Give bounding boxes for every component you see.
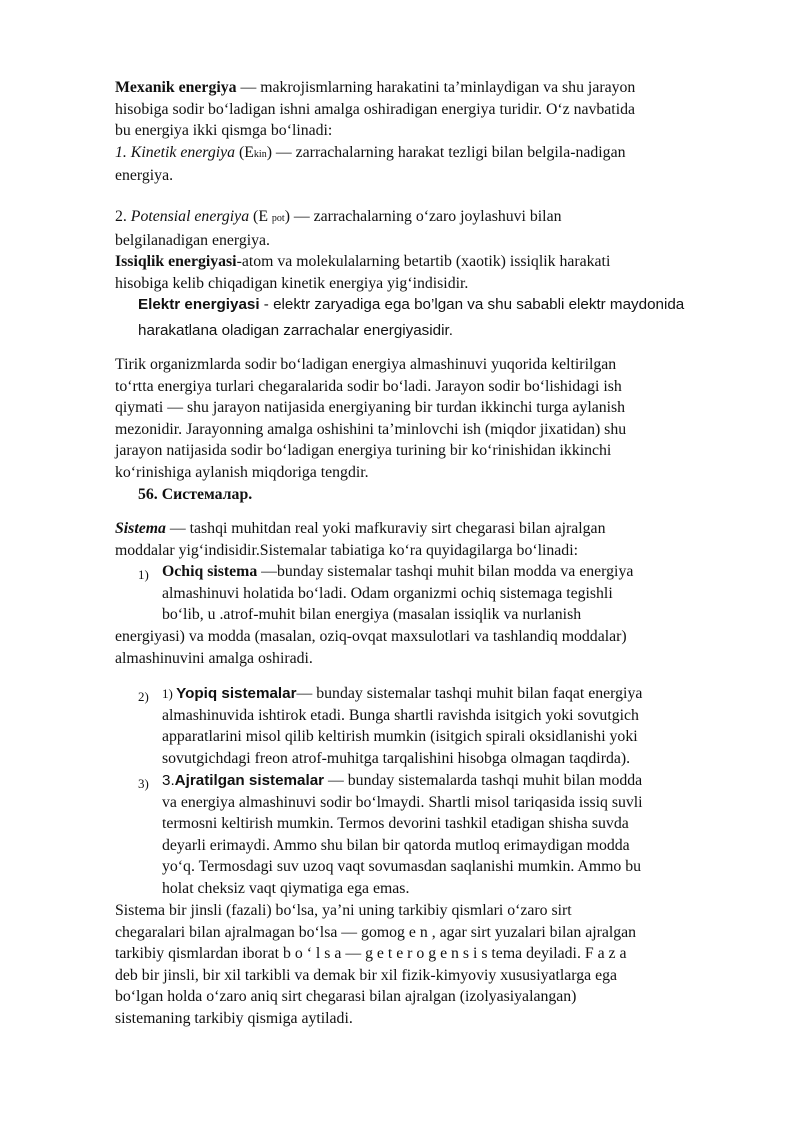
paragraph-line: qiymati — shu jarayon natijasida energiyaning bir turdan ikkinchi turga aylanish	[115, 399, 626, 417]
sistema-term: Sistema	[115, 520, 166, 537]
kinetic-energy-text-1: — zarrachalarning harakat tezligi bilan belgila-nadigan	[271, 143, 626, 161]
mechanical-energy-term: Mexanik energiya	[115, 79, 237, 96]
potential-number: 2.	[115, 208, 131, 225]
paragraph-line: deb bir jinsli, bir xil tarkibli va demak bir xil fizik-kimyoviy xususiyatlarga ega	[115, 966, 618, 984]
potential-energy-term: Potensial energiya	[130, 208, 250, 225]
isolated-system-text-3: termosni keltirish mumkin. Termos devorini tashkil etadigan shisha suvda	[162, 815, 629, 833]
isolated-system-text-1: — bunday sistemalarda tashqi muhit bilan modda	[324, 772, 643, 789]
list-marker-2: 2)	[138, 689, 149, 704]
mechanical-energy-text-3: bu energiya ikki qismga bo‘linadi:	[115, 122, 333, 140]
kinetic-symbol-close: )	[266, 143, 272, 161]
isolated-system-prefix: 3.	[162, 772, 175, 789]
open-system-text-3: bo‘lib, u .atrof-muhit bilan energiya (masalan issiqlik va nurlanish	[162, 606, 582, 624]
living-organisms-paragraph	[115, 354, 745, 484]
paragraph-line: jarayon natijasida sodir bo‘ladigan energiya turining bir ko‘rinishidan ikkinchi	[115, 442, 612, 460]
open-system-text-2: almashinuvi holatida bo‘ladi. Odam organizmi ochiq sistemaga tegishli	[162, 584, 613, 602]
electric-energy-text-1: - elektr zaryadiga ega bo’lgan va shu sababli elektr maydonida	[259, 296, 685, 313]
closed-system-term: Yopiq sistemalar	[176, 685, 297, 702]
phase-paragraph	[115, 900, 745, 1030]
potential-symbol-sub: pot	[271, 213, 285, 224]
potential-energy-paragraph	[115, 206, 745, 294]
paragraph-line: chegaralari bilan ajralmagan bo‘lsa — gomog e n , agar sirt yuzalari bilan ajralgan	[115, 923, 637, 941]
paragraph-line: Tirik organizmlarda sodir bo‘ladigan energiya almashinuvi yuqorida keltirilgan	[115, 356, 617, 373]
section-heading: 56. Системалар.	[138, 486, 253, 503]
sistema-paragraph	[115, 518, 745, 561]
open-system-text-4: energiyasi) va modda (masalan, oziq-ovqat maxsulotlari va tashlandiq moddalar)	[115, 628, 627, 645]
closed-system-prefix: 1)	[162, 686, 177, 701]
heat-energy-text-2: hisobiga kelib chiqadigan kinetik energiya yig‘indisidir.	[115, 274, 469, 292]
paragraph-line: ko‘rinishiga aylanish miqdoriga tengdir.	[115, 463, 369, 481]
closed-system-text-2: almashinuvida ishtirok etadi. Bunga shartli ravishda isitgich yoki sovutgich	[162, 706, 639, 724]
sistema-text-1: — tashqi muhitdan real yoki mafkuraviy sirt chegarasi bilan ajralgan	[165, 520, 606, 537]
open-system-term: Ochiq sistema	[162, 563, 258, 580]
potential-energy-text-2: belgilanadigan energiya.	[115, 231, 270, 249]
kinetic-symbol-sub: kin	[253, 148, 267, 160]
paragraph-line: to‘rtta energiya turlari chegaralarida sodir bo‘ladi. Jarayon sodir bo‘lishidagi ish	[115, 377, 622, 395]
electric-energy-text-2: harakatlana oladigan zarrachalar energiyasidir.	[138, 322, 453, 339]
isolated-system-term: Ajratilgan sistemalar	[174, 772, 325, 789]
mechanical-energy-text-1: — makrojismlarning harakatini ta’minlaydigan va shu jarayon	[236, 79, 636, 96]
isolated-system-text-4: deyarli erimaydi. Ammo shu bilan bir qatorda mutloq erimaydigan modda	[162, 836, 630, 854]
isolated-system-text-6: holat cheksiz vaqt qiymatiga ega emas.	[162, 879, 410, 897]
closed-system-text-4: sovutgichdagi freon atrof-muhitga tarqalishini hisobga olmagan taqdirda).	[162, 749, 631, 767]
electric-energy-term: Elektr energiyasi	[138, 296, 260, 313]
kinetic-energy-term: 1. Kinetik energiya	[115, 143, 236, 161]
mechanical-energy-text-2: hisobiga sodir bo‘ladigan ishni amalga oshiradigan energiya turidir. O‘z navbatida	[115, 100, 635, 118]
list-item-open-system	[162, 561, 762, 626]
isolated-system-text-2: va energiya almashinuvi sodir bo‘lmaydi. Shartli misol tariqasida issiq suvli	[162, 793, 643, 811]
open-system-continuation	[115, 626, 745, 669]
open-system-text-1: —bunday sistemalar tashqi muhit bilan modda va energiya	[257, 563, 634, 580]
list-marker-1: 1)	[138, 567, 149, 582]
open-system-text-5: almashinuvini amalga oshiradi.	[115, 649, 313, 667]
paragraph-line: bo‘lgan holda o‘zaro aniq sirt chegarasi bilan ajralgan (izolyasiyalangan)	[115, 988, 577, 1006]
potential-symbol-open: (E	[249, 208, 272, 225]
paragraph-line: Sistema bir jinsli (fazali) bo‘lsa, ya’ni uning tarkibiy qismlari o‘zaro sirt	[115, 902, 572, 919]
list-marker-3: 3)	[138, 776, 149, 791]
kinetic-symbol-open: (E	[235, 143, 254, 161]
heat-energy-text-1: -atom va molekulalarning betartib (xaotik) issiqlik harakati	[236, 253, 611, 271]
list-item-isolated-system	[162, 770, 762, 900]
potential-symbol-close: )	[284, 208, 290, 225]
isolated-system-text-5: yo‘q. Termosdagi suv uzoq vaqt sovumasdan saqlanishi mumkin. Ammo bu	[162, 858, 642, 876]
kinetic-energy-text-2: energiya.	[115, 167, 174, 185]
list-item-closed-system	[162, 683, 762, 769]
paragraph-line: mezonidir. Jarayonning amalga oshishini ta’minlovchi ish (miqdor jixatidan) shu	[115, 420, 627, 438]
closed-system-text-1: — bunday sistemalar tashqi muhit bilan faqat energiya	[296, 685, 643, 702]
sistema-text-2: moddalar yig‘indisidir.Sistemalar tabiatiga ko‘ra quyidagilarga bo‘linadi:	[115, 541, 578, 559]
paragraph-line: sistemaning tarkibiy qismiga aytiladi.	[115, 1009, 353, 1027]
electric-energy-paragraph	[138, 292, 778, 344]
mechanical-energy-paragraph	[115, 77, 745, 187]
heat-energy-term: Issiqlik energiyasi	[115, 253, 237, 271]
closed-system-text-3: apparatlarini misol qilib keltirish mumkin (isitgich spirali oksidlanishi yoki	[162, 728, 638, 746]
paragraph-line: tarkibiy qismlardan iborat b o ‘ l s a — g e t e r o g e n s i s tema deyiladi. F a z a	[115, 945, 627, 963]
potential-energy-text-1: — zarrachalarning o‘zaro joylashuvi bilan	[289, 208, 562, 225]
